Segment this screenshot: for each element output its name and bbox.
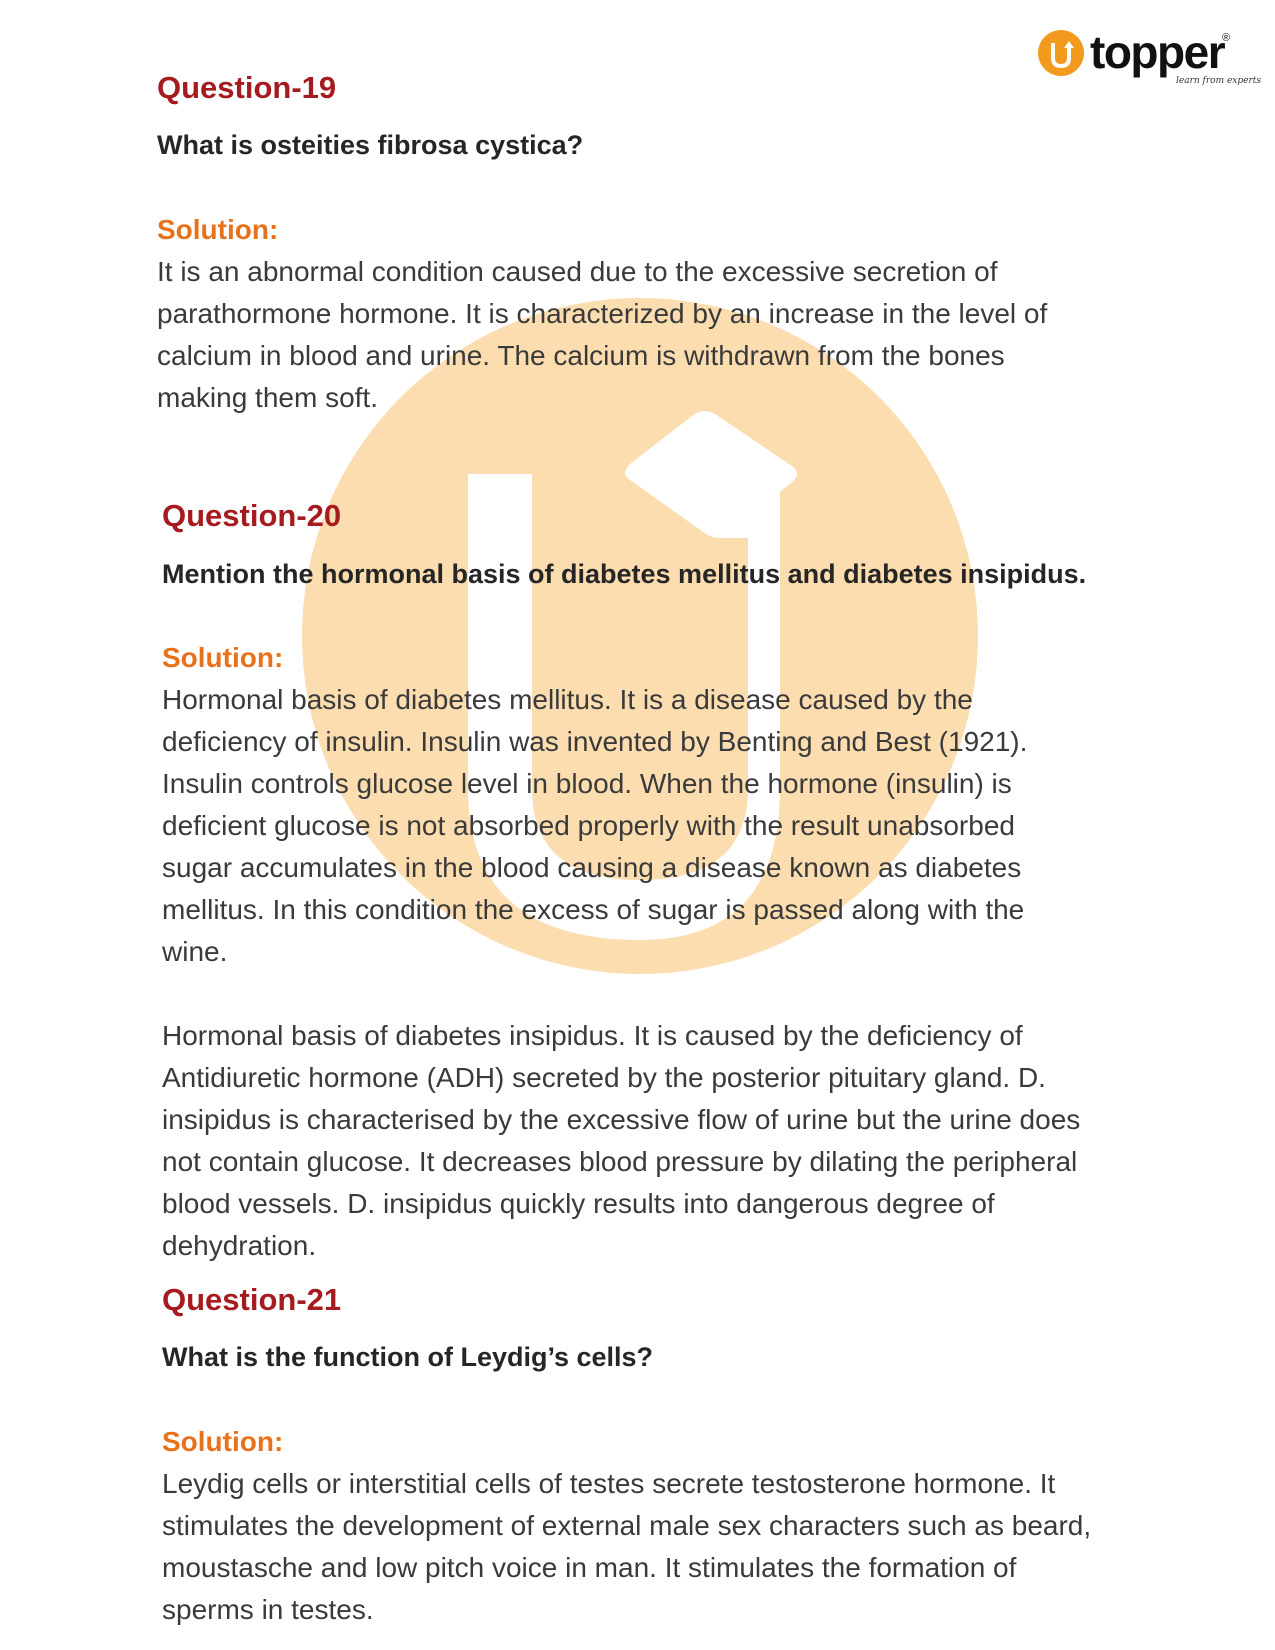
solution-line: stimulates the development of external male sex characters such as beard, xyxy=(162,1510,1092,1541)
topper-logo-icon xyxy=(1038,30,1084,76)
question-text: What is the function of Leydig’s cells? xyxy=(162,1342,654,1372)
solution-line: moustasche and low pitch voice in man. It stimulates the formation of xyxy=(162,1552,1017,1583)
question-heading: Question-21 xyxy=(162,1282,342,1317)
solution-line: sperms in testes. xyxy=(162,1594,374,1625)
solution-label: Solution: xyxy=(157,214,279,245)
solution-line: It is an abnormal condition caused due to the excessive secretion of xyxy=(157,256,998,287)
logo-wordmark: topper xyxy=(1090,26,1225,78)
question-heading: Question-19 xyxy=(157,70,337,105)
solution-line: deficient glucose is not absorbed properly with the result unabsorbed xyxy=(162,810,1015,841)
solution-line: parathormone hormone. It is characterized by an increase in the level of xyxy=(157,298,1048,329)
registered-mark: ® xyxy=(1222,32,1231,44)
solution-label: Solution: xyxy=(162,642,284,673)
question-heading: Question-20 xyxy=(162,498,342,533)
solution-line: Insulin controls glucose level in blood. When the hormone (insulin) is xyxy=(162,768,1012,799)
solution-line: making them soft. xyxy=(157,382,378,413)
solution-label: Solution: xyxy=(162,1426,284,1457)
solution-line: mellitus. In this condition the excess of sugar is passed along with the xyxy=(162,894,1025,925)
solution-line: blood vessels. D. insipidus quickly results into dangerous degree of xyxy=(162,1188,995,1219)
solution-line: Hormonal basis of diabetes mellitus. It is a disease caused by the xyxy=(162,684,973,715)
topper-logo xyxy=(1038,26,1262,92)
solution-line: not contain glucose. It decreases blood pressure by dilating the peripheral xyxy=(162,1146,1078,1177)
solution-line: Leydig cells or interstitial cells of testes secrete testosterone hormone. It xyxy=(162,1468,1056,1499)
solution-line: calcium in blood and urine. The calcium is withdrawn from the bones xyxy=(157,340,1005,371)
question-text: What is osteities fibrosa cystica? xyxy=(157,130,584,160)
solution-line: sugar accumulates in the blood causing a disease known as diabetes xyxy=(162,852,1022,883)
solution-line: wine. xyxy=(162,936,228,967)
solution-line: insipidus is characterised by the excessive flow of urine but the urine does xyxy=(162,1104,1081,1135)
solution-line: deficiency of insulin. Insulin was invented by Benting and Best (1921). xyxy=(162,726,1028,757)
logo-tagline: learn from experts xyxy=(1176,76,1262,86)
solution-line: dehydration. xyxy=(162,1230,317,1261)
solution-line: Hormonal basis of diabetes insipidus. It is caused by the deficiency of xyxy=(162,1020,1023,1051)
solution-line: Antidiuretic hormone (ADH) secreted by the posterior pituitary gland. D. xyxy=(162,1062,1046,1093)
question-text: Mention the hormonal basis of diabetes mellitus and diabetes insipidus. xyxy=(162,559,1087,589)
